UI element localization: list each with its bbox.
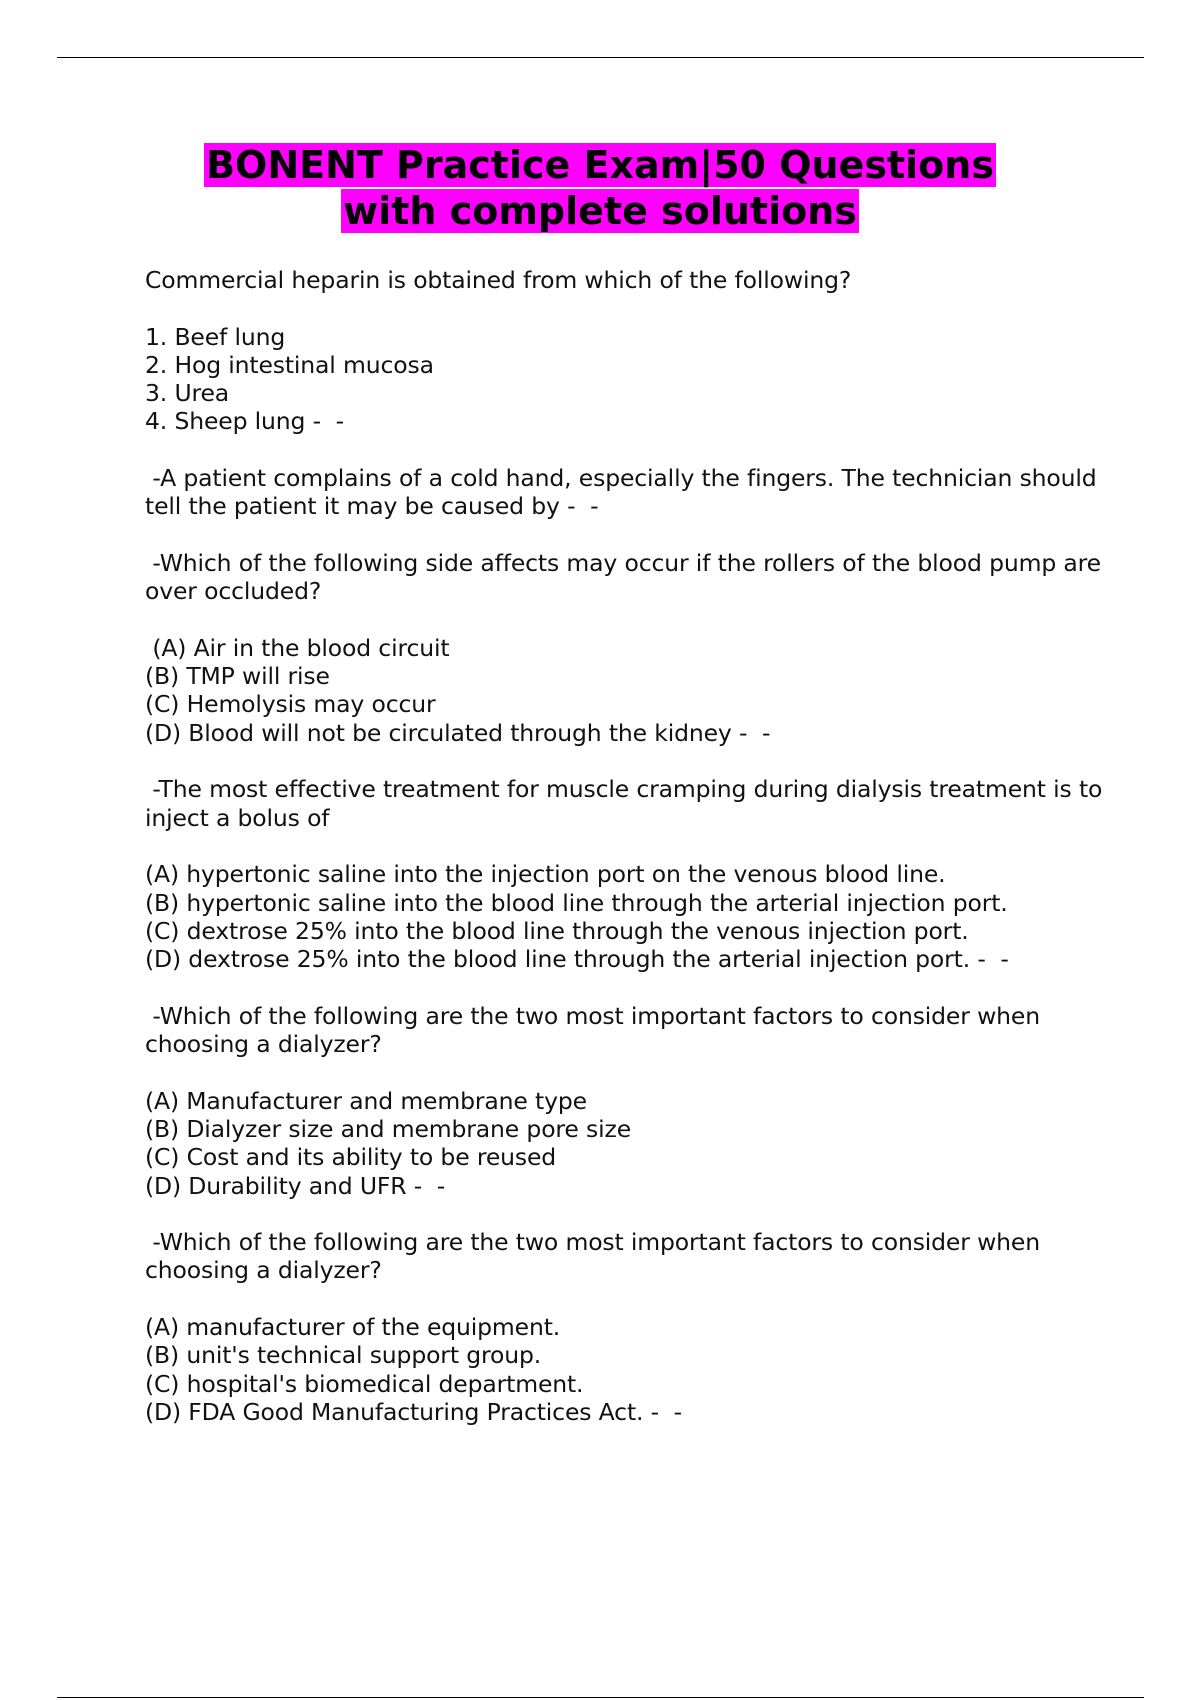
answer-option: (B) unit's technical support group.	[145, 1341, 542, 1370]
answer-option: (C) Hemolysis may occur	[145, 690, 436, 719]
answer-option: (B) hypertonic saline into the blood line through the arterial injection port.	[145, 888, 1008, 917]
answer-option: (D) FDA Good Manufacturing Practices Act. - -	[145, 1397, 682, 1426]
option-list	[145, 860, 1105, 973]
option-list	[145, 1313, 1105, 1426]
answer-option: 4. Sheep lung - -	[145, 407, 344, 436]
question-block	[145, 1228, 1105, 1285]
question-prompt: Commercial heparin is obtained from which of the following?	[145, 266, 852, 294]
title-line-1: BONENT Practice Exam|50 Questions	[206, 143, 994, 187]
option-list	[145, 1087, 1105, 1200]
answer-option: (A) hypertonic saline into the injection port on the venous blood line.	[145, 860, 946, 889]
document-title	[0, 142, 1200, 234]
answer-option: (A) Air in the blood circuit	[145, 633, 450, 662]
answer-option: (D) Blood will not be circulated through the kidney - -	[145, 718, 771, 747]
top-divider	[57, 57, 1144, 58]
answer-option: (C) Cost and its ability to be reused	[145, 1143, 557, 1172]
answer-option: (B) Dialyzer size and membrane pore size	[145, 1114, 632, 1143]
question-block	[145, 266, 1105, 294]
question-prompt: -Which of the following are the two most important factors to consider when choosing a dialyzer?	[145, 1001, 1048, 1059]
answer-option: 1. Beef lung	[145, 322, 286, 351]
answer-option: (A) manufacturer of the equipment.	[145, 1312, 561, 1341]
bottom-divider	[57, 1697, 1144, 1698]
answer-option: (D) Durability and UFR - -	[145, 1171, 446, 1200]
answer-option: (B) TMP will rise	[145, 662, 330, 691]
answer-option: 3. Urea	[145, 379, 230, 408]
question-block	[145, 1002, 1105, 1059]
question-prompt: -A patient complains of a cold hand, especially the fingers. The technician should tell the patient it may be caused by - -	[145, 464, 1104, 521]
question-prompt: -The most effective treatment for muscle cramping during dialysis treatment is to inject a bolus of	[145, 775, 1110, 832]
question-block	[145, 464, 1105, 521]
option-list	[145, 323, 1105, 436]
answer-option: (C) dextrose 25% into the blood line through the venous injection port.	[145, 916, 969, 945]
question-block	[145, 775, 1110, 832]
answer-option: 2. Hog intestinal mucosa	[145, 350, 434, 379]
answer-option: (C) hospital's biomedical department.	[145, 1369, 584, 1398]
answer-option: (A) Manufacturer and membrane type	[145, 1086, 587, 1115]
answer-option: (D) dextrose 25% into the blood line through the arterial injection port. - -	[145, 945, 1009, 974]
question-prompt: -Which of the following side affects may occur if the rollers of the blood pump are over occluded?	[145, 548, 1109, 606]
question-list	[145, 266, 1110, 1454]
question-prompt: -Which of the following are the two most important factors to consider when choosing a dialyzer?	[145, 1228, 1048, 1285]
title-line-2: with complete solutions	[343, 189, 857, 233]
option-list	[145, 634, 1105, 747]
question-block	[145, 548, 1109, 606]
